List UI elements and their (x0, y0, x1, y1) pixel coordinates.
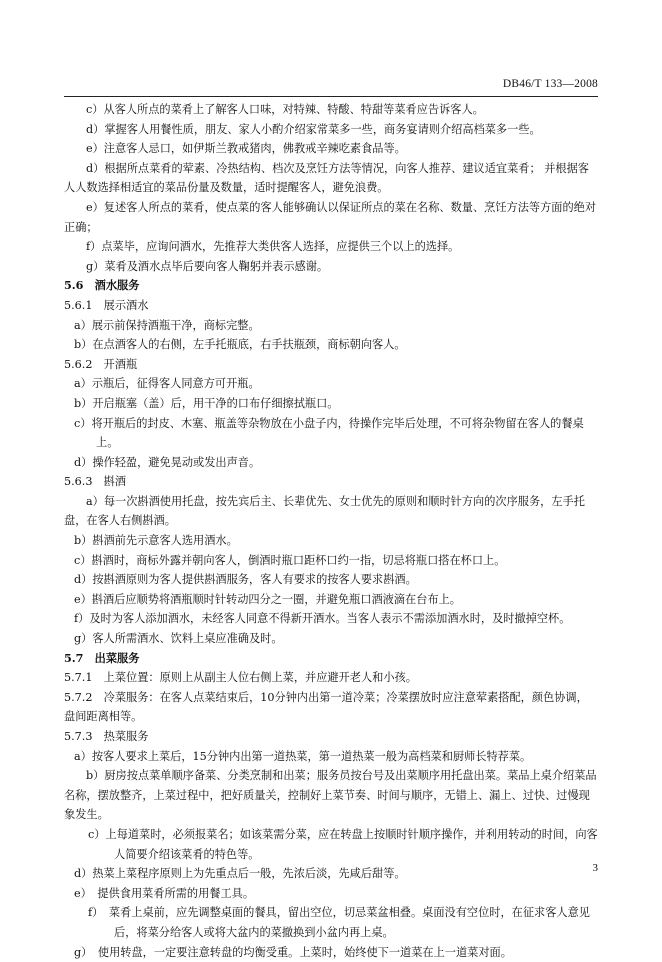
list-item: b）斟酒前先示意客人选用酒水。 (74, 534, 238, 548)
list-item: c）上每道菜时，必须报菜名；如该菜需分菜，应在转盘上按顺时针顺序操作，并利用转动的时间，向客人简要介绍该菜肴的特色等。 (88, 827, 598, 861)
list-item: e）斟酒后应顺势将酒瓶顺时针转动四分之一圈，并避免瓶口酒液滴在台布上。 (74, 592, 461, 606)
section-heading: 5.7 出菜服务 (64, 650, 140, 665)
list-item: e）复述客人所点的菜肴，使点菜的客人能够确认以保证所点的菜在名称、数量、烹饪方法等方面的绝对正确； (64, 200, 597, 234)
list-item: e） 提供食用菜肴所需的用餐工具。 (74, 886, 255, 900)
list-item: g） 使用转盘，一定要注意转盘的均衡受重。上菜时，始终使下一道菜在上一道菜对面。 (74, 945, 512, 959)
list-item: a）展示前保持酒瓶干净，商标完整。 (74, 318, 260, 332)
header-rule (64, 96, 598, 97)
list-item: c）将开瓶后的封皮、木塞、瓶盖等杂物放在小盘子内，待操作完毕后处理，不可将杂物留在客人的餐桌上。 (74, 416, 584, 450)
subsection-heading: 5.7.3 热菜服务 (64, 730, 149, 743)
list-item: c）从客人所点的菜肴上了解客人口味，对特辣、特酸、特甜等菜肴应告诉客人。 (86, 103, 484, 116)
list-item: a）按客人要求上菜后，15分钟内出第一道热菜，第一道热菜一般为高档菜和厨师长特荐菜。 (74, 749, 532, 763)
subsection-paragraph: 5.7.1 上菜位置：原则上从副主人位右侧上菜，并应避开老人和小孩。 (64, 671, 417, 685)
list-item: d）操作轻盈，避免晃动或发出声音。 (74, 455, 261, 469)
list-item: a）每一次斟酒使用托盘，按先宾后主、长辈优先、女士优先的原则和顺时针方向的次序服务，左手托盘，在客人右侧斟酒。 (64, 494, 585, 528)
list-item: b）在点酒客人的右侧，左手托瓶底，右手扶瓶颈，商标朝向客人。 (74, 338, 406, 352)
list-item: g）菜肴及酒水点毕后要向客人鞠躬并表示感谢。 (86, 259, 329, 273)
document-body (64, 100, 598, 962)
list-item: a）示瓶后，征得客人同意方可开瓶。 (74, 377, 260, 391)
standard-code: DB46/T 133—2008 (502, 78, 598, 90)
list-item: f）点菜毕，应询问酒水，先推荐大类供客人选择，应提供三个以上的选择。 (86, 240, 460, 254)
list-item: g）客人所需酒水、饮料上桌应准确及时。 (74, 632, 283, 646)
page-number: 3 (592, 862, 598, 874)
section-heading: 5.6 酒水服务 (64, 278, 140, 293)
subsection-paragraph: 5.7.2 冷菜服务：在客人点菜结束后，10分钟内出第一道冷菜；冷菜摆放时应注意荤素搭配，颜色协调，盘间距离相等。 (64, 690, 588, 724)
subsection-heading: 5.6.3 斟酒 (64, 475, 127, 489)
list-item: b）开启瓶塞（盖）后，用干净的口布仔细擦拭瓶口。 (74, 396, 339, 410)
list-item: f） 菜肴上桌前，应先调整桌面的餐具，留出空位，切忌菜盆相叠。桌面没有空位时，在征求客人意见后，将菜分给客人或将大盆内的菜撤换到小盆内再上桌。 (88, 906, 590, 939)
list-item: d）热菜上菜程序原则上为先重点后一般，先浓后淡，先咸后甜等。 (74, 867, 406, 881)
list-item: d）掌握客人用餐性质，朋友、家人小酌介绍家常菜多一些，商务宴请则介绍高档菜多一些。 (86, 122, 541, 136)
list-item: c）斟酒时，商标外露并朝向客人，倒酒时瓶口距杯口约一指，切忌将瓶口搭在杯口上。 (74, 553, 506, 567)
list-item: d）按斟酒原则为客人提供斟酒服务，客人有要求的按客人要求斟酒。 (74, 573, 417, 587)
list-item: f）及时为客人添加酒水，未经客人同意不得新开酒水。当客人表示不需添加酒水时，及时撤掉空杯。 (74, 612, 571, 626)
subsection-heading: 5.6.2 开酒瓶 (64, 357, 138, 371)
list-item: b）厨房按点菜单顺序备菜、分类烹制和出菜；服务员按台号及出菜顺序用托盘出菜。菜品上桌介绍菜品名称，摆放整齐，上菜过程中，把好质量关，控制好上菜节奏、时间与顺序，无错上、漏上、过快、过慢现象发生。 (64, 769, 597, 822)
list-item: e）注意客人忌口，如伊斯兰教戒猪肉，佛教戒辛辣吃素食品等。 (86, 142, 406, 156)
subsection-heading: 5.6.1 展示酒水 (64, 298, 149, 312)
list-item: d）根据所点菜肴的荤素、冷热结构、档次及烹饪方法等情况，向客人推荐、建议适宜菜肴； 并根据客人人数选择相适宜的菜品份量及数量，适时提醒客人，避免浪费。 (64, 161, 589, 195)
